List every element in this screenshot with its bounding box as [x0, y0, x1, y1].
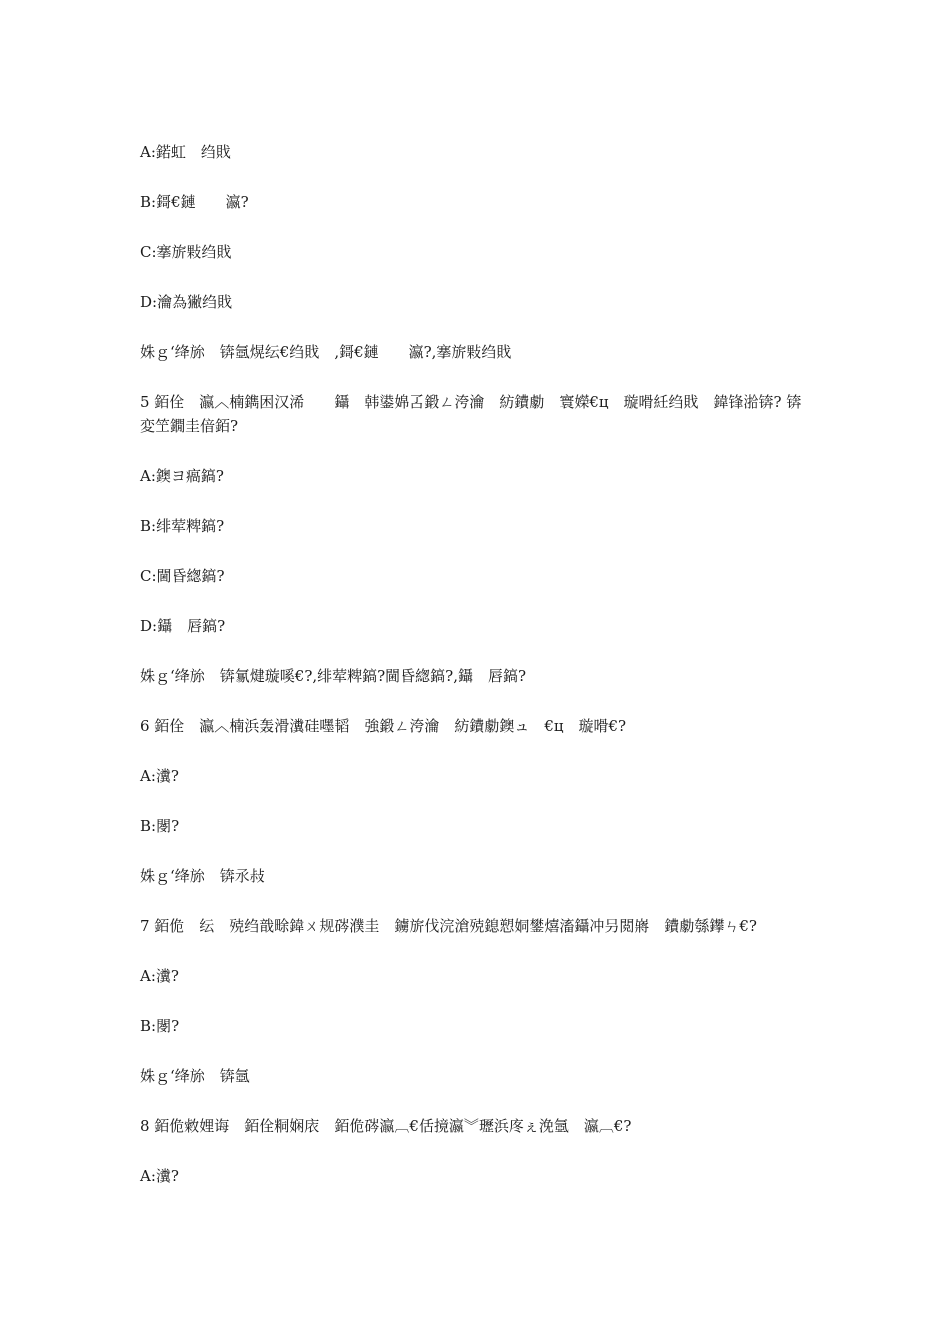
q5-option-d: D:鑷 唇鎬? [140, 617, 226, 635]
answer-q5: 姝ｇ‘绛旀 锛氱煡璇嗘€?,绯荤粺鎬?閫昏緫鎬?,鑷 唇鎬? [140, 667, 527, 685]
option-d-experimental-science: D:瀹為獙绉戝 [140, 293, 233, 311]
q5-option-c: C:閫昏緫鎬? [140, 567, 225, 585]
q7-option-a: A:瀵? [140, 967, 179, 985]
q5-option-b: B:绯荤粺鎬? [140, 517, 225, 535]
q8-option-a: A:瀵? [140, 1167, 179, 1185]
option-a-basic-science: A:鍩虹 绉戝 [140, 143, 231, 161]
question-5: 5 銆佺 瀛︿楠鐫困汉浠 鑷 韩鍙婂叾鍛ㄥ洿瀹 紡鐨勮 寰嬫€ц 璇嗗紝绉戝 鍏锋湁锛? 锛変笁鐗圭偣銆? [140, 393, 802, 435]
option-b-technical-science: B:鎶€鏈 瀛? [140, 193, 249, 211]
q6-option-b: B:閿? [140, 817, 180, 835]
question-6: 6 銆佺 瀛︿楠浜轰滑瀵硅嚜韬 強鍛ㄥ洿瀹 紡鐨勮鐭ュ €ц 璇嗗€? [140, 717, 627, 735]
answer-q6: 姝ｇ‘绛旀 锛氶敊 [140, 867, 265, 885]
q5-option-a: A:鐭ヨ瘑鎬? [140, 467, 224, 485]
option-c-applied-science: C:搴旂敤绉戝 [140, 243, 232, 261]
question-7: 7 銆佹 纭 殑绉戠畭鍏ㄨ规硶濮圭 鐪旂伐浣滄殑鎴愬姛鐢熺滀鑷冲叧閲嶈 鐨勮綔鑻ㄣ€? [140, 917, 757, 935]
document-page [140, 140, 816, 1214]
answer-q4: 姝ｇ‘绛旀 锛氬熀纭€绉戝 ,鎶€鏈 瀛?,搴旂敤绉戝 [140, 343, 512, 361]
question-8: 8 銆佹敹娌诲 銆佺粡娴庡 銆佹硶瀛︹€佸摬瀛︾瓑浜庝ぇ浼氬 瀛︹€? [140, 1117, 632, 1135]
answer-q7: 姝ｇ‘绛旀 锛氬 [140, 1067, 250, 1085]
q6-option-a: A:瀵? [140, 767, 179, 785]
q7-option-b: B:閿? [140, 1017, 180, 1035]
